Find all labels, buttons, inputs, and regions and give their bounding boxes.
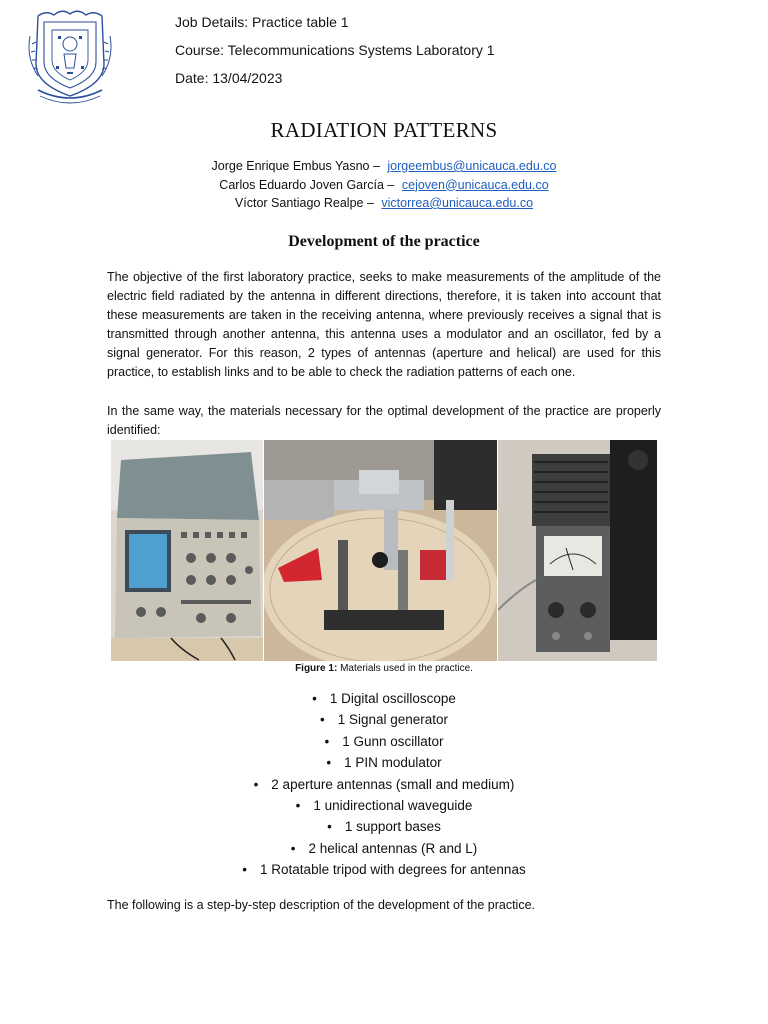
- list-item: • 1 Rotatable tripod with degrees for antennas: [242, 862, 526, 878]
- list-item: • 1 PIN modulator: [326, 755, 442, 771]
- list-item: • 1 Signal generator: [319, 712, 449, 728]
- list-item: • 2 helical antennas (R and L): [290, 840, 478, 856]
- author-name: Víctor Santiago Realpe –: [234, 196, 374, 210]
- section-heading: Development of the practice: [288, 233, 480, 250]
- list-item-text: 1 PIN modulator: [344, 755, 442, 771]
- figure-label: Figure 1:: [295, 663, 338, 674]
- list-item: • 2 aperture antennas (small and medium): [253, 776, 515, 792]
- objective-paragraph: The objective of the first laboratory practice, seeks to make measurements of the amplitude of the electric field radiated by the antenna in different directions, therefore, it is taken into account that these measurements are taken in the receiving antenna, where previously receives a signal that is transmitted through another antenna, this antenna uses a modulator and an oscillator, fed by a signal generator. For this reason, 2 types of antennas (aperture and helical) are used for this practice, to establish links and to be able to check the radiation patterns of each one.: [107, 270, 661, 379]
- oscilloscope-photo: [111, 440, 263, 661]
- list-item-text: 1 Rotatable tripod with degrees for antennas: [260, 862, 526, 878]
- document-title: RADIATION PATTERNS: [270, 118, 498, 142]
- figure-caption: [0, 663, 768, 674]
- list-item-text: 1 Signal generator: [337, 712, 449, 728]
- list-item-text: 1 unidirectional waveguide: [313, 798, 473, 814]
- list-item-text: 1 Digital oscilloscope: [329, 691, 456, 706]
- author-email-link[interactable]: jorgeembus@unicauca.edu.co: [387, 159, 557, 173]
- author-email-link[interactable]: cejoven@unicauca.edu.co: [401, 177, 549, 192]
- step-intro-paragraph: The following is a step-by-step description of the development of the practice.: [107, 898, 536, 912]
- author-line: [0, 194, 768, 213]
- author-name: Jorge Enrique Embus Yasno –: [211, 159, 380, 173]
- list-item-text: 2 aperture antennas (small and medium): [271, 776, 515, 792]
- materials-list: [0, 688, 768, 881]
- author-line: [0, 176, 768, 195]
- signal-generator-photo: [498, 440, 657, 661]
- list-item: • 1 Gunn oscillator: [324, 733, 444, 749]
- job-details: Job Details: Practice table 1: [175, 14, 349, 30]
- list-item: • 1 unidirectional waveguide: [295, 798, 473, 814]
- list-item: • 1 support bases: [327, 819, 441, 835]
- materials-figure: [111, 440, 657, 661]
- figure-caption-text: Materials used in the practice.: [340, 663, 473, 674]
- author-line: [0, 157, 768, 176]
- list-item-text: 2 helical antennas (R and L): [308, 840, 478, 856]
- course: Course: Telecommunications Systems Laboratory 1: [175, 42, 495, 58]
- list-item-text: 1 Gunn oscillator: [342, 733, 444, 749]
- job-details-block: [175, 8, 495, 92]
- university-logo: [26, 6, 114, 104]
- author-email-link[interactable]: victorrea@unicauca.edu.co: [381, 196, 534, 210]
- author-name: Carlos Eduardo Joven García –: [219, 177, 395, 192]
- author-list: [0, 157, 768, 213]
- materials-intro-paragraph: In the same way, the materials necessary for the optimal development of the practice are properly identified:: [107, 404, 661, 437]
- antenna-setup-photo: [264, 440, 497, 661]
- date: Date: 13/04/2023: [175, 70, 283, 86]
- list-item: • 1 Digital oscilloscope: [312, 691, 456, 706]
- list-item-text: 1 support bases: [344, 819, 441, 835]
